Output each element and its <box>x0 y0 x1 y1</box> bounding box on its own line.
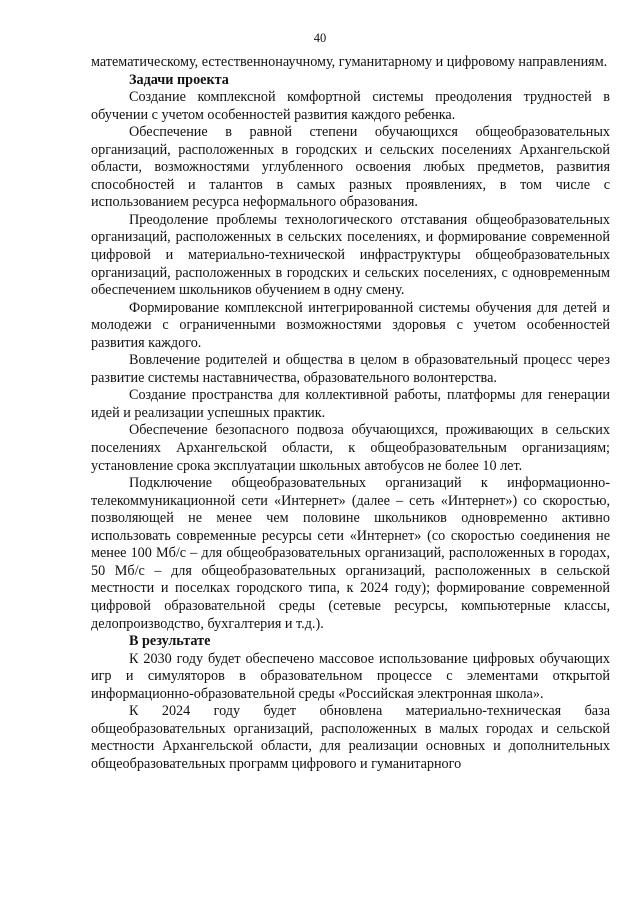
paragraph-result-1: К 2030 году будет обеспечено массовое использование цифровых обучающих игр и симуляторов в образовательном процессе с элементами открытой информационно-образовательной среды «Российская электронная школа». <box>91 650 610 702</box>
paragraph-task-5: Вовлечение родителей и общества в целом в образовательный процесс через развитие системы наставничества, образовательного волонтерства. <box>91 352 610 386</box>
section-heading-project-tasks: Задачи проекта <box>129 71 229 88</box>
paragraph-task-8: Подключение общеобразовательных организаций к информационно-телекоммуникационной сети «Интернет» (далее – сеть «Интернет») со скоростью, позволяющей не менее чем половине школьников одновременно активно использовать современные ресурсы сети «Интернет» (со скоростью соединения не менее 100 Мб/с – для общеобразовательных организаций, расположенных в городах, 50 Мб/с – для общеобразовательных организаций, расположенных в сельской местности и поселках городского типа, к 2024 году); формирование современной цифровой образовательной среды (сетевые ресурсы, компьютерные классы, делопроизводство, бухгалтерия и т.д.). <box>91 475 610 632</box>
paragraph-result-2: К 2024 году будет обновлена материально-техническая база общеобразовательных организаций, расположенных в малых городах и сельской местности Архангельской области, для реализации основных и дополнительных общеобразовательных программ цифрового и гуманитарного <box>91 703 610 772</box>
paragraph-task-4: Формирование комплексной интегрированной системы обучения для детей и молодежи с ограниченными возможностями здоровья с учетом особенностей развития каждого. <box>91 299 610 351</box>
paragraph-task-2: Обеспечение в равной степени обучающихся общеобразовательных организаций, расположенных в городских и сельских поселениях Архангельской области, возможностями углубленного освоения любых предметов, развития способностей и талантов в самых разных проявлениях, в том числе с использованием ресурса неформального образования. <box>91 124 610 211</box>
paragraph-continuation: математическому, естественнонаучному, гуманитарному и цифровому направлениям. <box>91 54 608 70</box>
page-body <box>91 54 610 773</box>
page-number: 40 <box>313 31 327 45</box>
paragraph-task-7: Обеспечение безопасного подвоза обучающихся, проживающих в сельских поселениях Архангельской области, к общеобразовательным организациям; установление срока эксплуатации школьных автобусов не более 10 лет. <box>91 422 610 474</box>
section-heading-results: В результате <box>129 633 211 650</box>
paragraph-task-6: Создание пространства для коллективной работы, платформы для генерации идей и реализации успешных практик. <box>91 387 610 421</box>
paragraph-task-3: Преодоление проблемы технологического отставания общеобразовательных организаций, расположенных в сельских поселениях, и формирование современной цифровой и материально-технической инфраструктуры общеобразовательных организаций, расположенных в городских и сельских поселениях, с одновременным обеспечением школьников обучением в одну смену. <box>91 211 610 299</box>
paragraph-task-1: Создание комплексной комфортной системы преодоления трудностей в обучении с учетом особенностей развития каждого ребенка. <box>91 89 610 123</box>
